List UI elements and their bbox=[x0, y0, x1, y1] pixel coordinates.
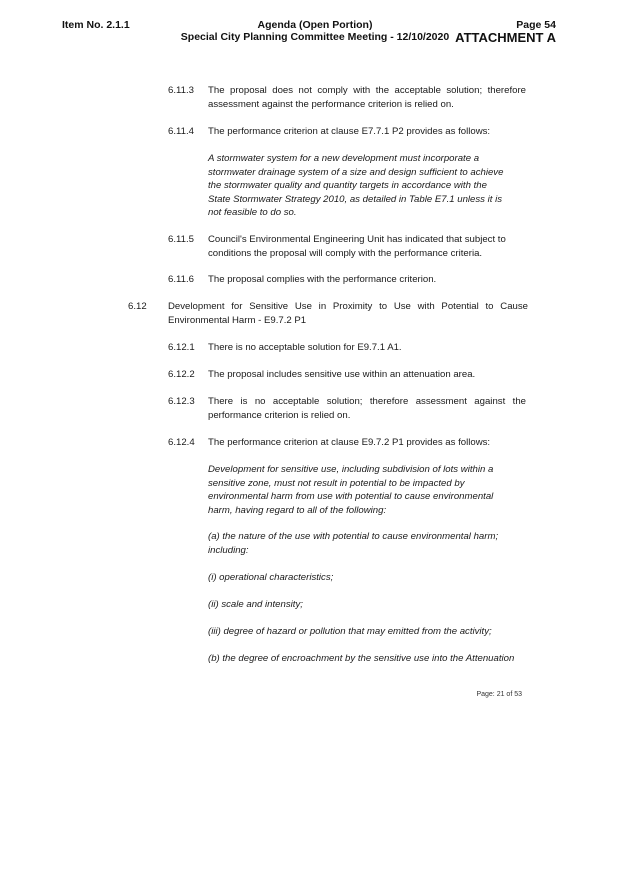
page-header bbox=[455, 19, 556, 44]
quote-text: (a) the nature of the use with potential to cause environmental harm; including: bbox=[208, 531, 499, 556]
agenda-title: Agenda (Open Portion) bbox=[257, 19, 373, 31]
paragraph-text: There is no acceptable solution for E9.7.1 A1. bbox=[208, 342, 402, 353]
quote-text: (ii) scale and intensity; bbox=[208, 599, 303, 610]
section-number: 6.12 bbox=[128, 301, 147, 312]
quote-text: A stormwater system for a new development must incorporate a stormwater drainage system of a size and design sufficient to achieve the stormwater quality and quantity targets in accordance with the State Stormwater Strategy 2010, as detailed in Table E7.1 unless it is not feasible to do so. bbox=[208, 153, 504, 218]
paragraph-number: 6.11.3 bbox=[168, 85, 194, 96]
paragraph-text: The proposal does not comply with the acceptable solution; therefore assessment against the performance criterion is relied on. bbox=[208, 85, 526, 110]
paragraph-number: 6.12.1 bbox=[168, 342, 195, 353]
page-number: Page 54 bbox=[516, 19, 556, 31]
quote-text: (i) operational characteristics; bbox=[208, 572, 334, 583]
paragraph-text: The proposal complies with the performance criterion. bbox=[208, 274, 437, 285]
quote-text: (b) the degree of encroachment by the sensitive use into the Attenuation bbox=[208, 653, 515, 664]
page-footer: Page: 21 of 53 bbox=[476, 691, 522, 698]
meeting-title: Special City Planning Committee Meeting - 12/10/2020 bbox=[180, 31, 450, 43]
quote-text: (iii) degree of hazard or pollution that may emitted from the activity; bbox=[208, 626, 492, 637]
paragraph-text: The performance criterion at clause E9.7.2 P1 provides as follows: bbox=[208, 437, 491, 448]
paragraph-number: 6.12.3 bbox=[168, 396, 195, 407]
paragraph-text: Council's Environmental Engineering Unit has indicated that subject to conditions the proposal will comply with the performance criteria. bbox=[208, 234, 506, 259]
paragraph-number: 6.11.6 bbox=[168, 274, 194, 285]
item-number: Item No. 2.1.1 bbox=[62, 19, 130, 31]
attachment-label: ATTACHMENT A bbox=[455, 30, 556, 45]
agenda-header bbox=[150, 19, 480, 43]
paragraph-number: 6.11.4 bbox=[168, 126, 194, 137]
paragraph-text: The proposal includes sensitive use within an attenuation area. bbox=[208, 369, 476, 380]
paragraph-text: The performance criterion at clause E7.7.1 P2 provides as follows: bbox=[208, 126, 491, 137]
paragraph-number: 6.12.2 bbox=[168, 369, 195, 380]
paragraph-text: There is no acceptable solution; therefore assessment against the performance criterion is relied on. bbox=[208, 396, 526, 421]
paragraph-number: 6.12.4 bbox=[168, 437, 195, 448]
paragraph-number: 6.11.5 bbox=[168, 234, 194, 245]
quote-text: Development for sensitive use, including subdivision of lots within a sensitive zone, must not result in potential to be impacted by environmental harm from use with potential to cause environmental harm, having regard to all of the following: bbox=[208, 464, 494, 516]
section-heading: Development for Sensitive Use in Proximity to Use with Potential to Cause Environmental Harm - E9.7.2 P1 bbox=[168, 301, 528, 326]
